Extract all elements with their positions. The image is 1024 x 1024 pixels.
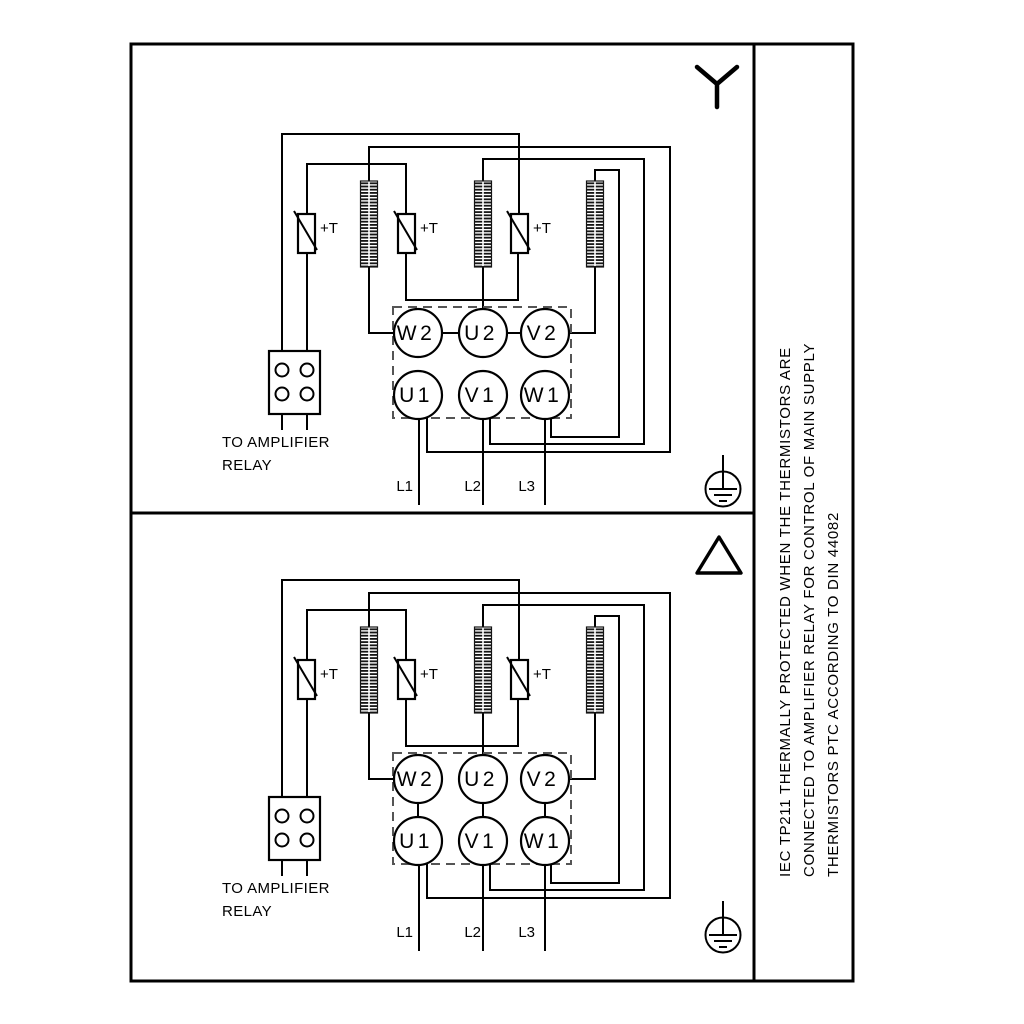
side-note-line-1: IEC TP211 THERMALLY PROTECTED WHEN THE THERMISTORS ARE — [777, 347, 794, 877]
side-note-line-3: THERMISTORS PTC ACCORDING TO DIN 44082 — [825, 511, 842, 877]
side-note-line-2: CONNECTED TO AMPLIFIER RELAY FOR CONTROL OF MAIN SUPPLY — [801, 342, 818, 877]
